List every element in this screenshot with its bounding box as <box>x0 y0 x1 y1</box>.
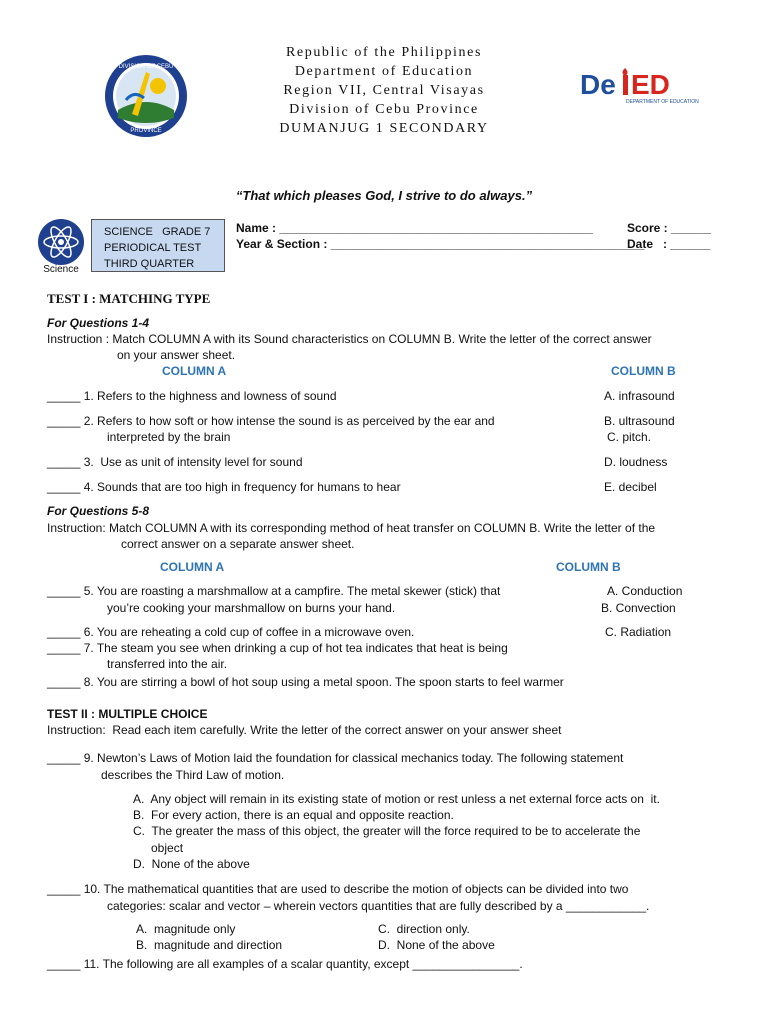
name-field[interactable]: _______________________________________________ <box>279 221 594 235</box>
question-6: _____ 6. You are reheating a cold cup of coffee in a microwave oven. <box>47 625 415 639</box>
question-3: _____ 3. Use as unit of intensity level for sound <box>47 455 303 469</box>
question-9-choice-d: D. None of the above <box>133 857 250 871</box>
question-10-choice-d: D. None of the above <box>378 938 495 952</box>
header-line-3: Region VII, Central Visayas <box>283 83 485 98</box>
choice-1-d: D. loudness <box>604 455 668 469</box>
question-2-continued: interpreted by the brain <box>107 430 231 444</box>
name-label: Name : <box>236 221 280 235</box>
section-label: Year & Section : <box>236 237 331 251</box>
question-9-choice-b: B. For every action, there is an equal and opposite reaction. <box>133 808 454 822</box>
question-5-continued: you’re cooking your marshmallow on burns your hand. <box>107 601 396 615</box>
question-7: _____ 7. The steam you see when drinking a cup of hot tea indicates that heat is being <box>47 641 508 655</box>
name-row <box>236 221 593 235</box>
svg-text:PROVINCE: PROVINCE <box>130 128 162 134</box>
svg-text:DEPARTMENT OF EDUCATION: DEPARTMENT OF EDUCATION <box>626 99 699 105</box>
question-8: _____ 8. You are stirring a bowl of hot soup using a metal spoon. The spoon starts to feel warmer <box>47 675 564 689</box>
part2-instruction-line-2: correct answer on a separate answer sheet. <box>121 537 355 551</box>
score-field[interactable]: Score : ______ <box>627 221 712 235</box>
question-2: _____ 2. Refers to how soft or how intense the sound is as perceived by the ear and <box>47 414 495 428</box>
part1-column-a-heading: COLUMN A <box>162 364 227 378</box>
deped-logo-icon <box>580 67 699 107</box>
test2-instruction: Instruction: Read each item carefully. Write the letter of the correct answer on your answer sheet <box>47 723 562 737</box>
question-9-continued: describes the Third Law of motion. <box>101 768 285 782</box>
question-10-continued: categories: scalar and vector – wherein vectors quantities that are fully described by a ____________. <box>107 899 650 913</box>
header-line-1: Republic of the Philippines <box>285 45 483 60</box>
part1-instruction-line-2: on your answer sheet. <box>117 348 236 362</box>
question-10-choice-b: B. magnitude and direction <box>136 938 283 952</box>
question-9-choice-c: C. The greater the mass of this object, the greater will the force required to be to accelerate the <box>133 824 641 838</box>
choice-2-a: A. Conduction <box>607 584 683 598</box>
school-motto: “That which pleases God, I strive to do always.” <box>235 188 533 203</box>
choice-1-b: B. ultrasound <box>604 414 675 428</box>
deped-logo <box>580 67 699 107</box>
header-line-5: DUMANJUG 1 SECONDARY <box>279 121 489 136</box>
part1-column-b-heading: COLUMN B <box>611 364 676 378</box>
subject-box <box>91 219 225 272</box>
choice-2-b: B. Convection <box>601 601 676 615</box>
part2-column-b-heading: COLUMN B <box>556 560 621 574</box>
choice-1-a: A. infrasound <box>604 389 675 403</box>
question-10-choice-c: C. direction only. <box>378 922 470 936</box>
question-4: _____ 4. Sounds that are too high in frequency for humans to hear <box>47 480 401 494</box>
question-7-continued: transferred into the air. <box>107 657 228 671</box>
subject-box-line-2: PERIODICAL TEST <box>104 242 202 254</box>
subject-box-line-1: SCIENCE GRADE 7 <box>104 226 211 238</box>
question-1: _____ 1. Refers to the highness and lowness of sound <box>47 389 337 403</box>
test1-title: TEST I : MATCHING TYPE <box>47 291 211 306</box>
part2-heading: For Questions 5-8 <box>47 504 150 518</box>
part1-heading: For Questions 1-4 <box>47 316 150 330</box>
choice-2-c: C. Radiation <box>605 625 672 639</box>
header-line-2: Department of Education <box>294 64 474 79</box>
svg-text:De: De <box>580 69 616 100</box>
part2-column-a-heading: COLUMN A <box>160 560 225 574</box>
choice-1-c: C. pitch. <box>607 430 652 444</box>
question-10-choice-a: A. magnitude only <box>136 922 236 936</box>
question-11: _____ 11. The following are all examples of a scalar quantity, except ________________. <box>47 957 523 971</box>
question-9-choice-a: A. Any object will remain in its existing state of motion or rest unless a net external force acts on it. <box>133 792 660 806</box>
header-line-4: Division of Cebu Province <box>289 102 479 117</box>
section-field[interactable]: _______________________________________________ <box>330 237 645 251</box>
part2-instruction-line-1: Instruction: Match COLUMN A with its corresponding method of heat transfer on COLUMN B. Write the letter of the <box>47 521 656 535</box>
science-logo <box>34 218 88 278</box>
choice-1-e: E. decibel <box>604 480 657 494</box>
part1-instruction-line-1: Instruction : Match COLUMN A with its Sound characteristics on COLUMN B. Write the letter of the correct answer <box>47 332 652 346</box>
atom-icon <box>34 218 88 266</box>
question-5: _____ 5. You are roasting a marshmallow at a campfire. The metal skewer (stick) that <box>47 584 501 598</box>
question-9: _____ 9. Newton’s Laws of Motion laid the foundation for classical mechanics today. The following statement <box>47 751 624 765</box>
svg-text:DIVISION OF CEBU: DIVISION OF CEBU <box>118 64 174 70</box>
date-field[interactable]: Date : ______ <box>627 237 711 251</box>
section-row <box>236 237 644 251</box>
question-10: _____ 10. The mathematical quantities that are used to describe the motion of objects can be divided into two <box>47 882 629 896</box>
test2-title: TEST II : MULTIPLE CHOICE <box>47 707 208 721</box>
svg-text:ED: ED <box>631 69 670 100</box>
question-9-choice-c-continued: object <box>151 841 184 855</box>
subject-box-line-3: THIRD QUARTER <box>104 258 195 270</box>
science-logo-label: Science <box>43 264 79 275</box>
